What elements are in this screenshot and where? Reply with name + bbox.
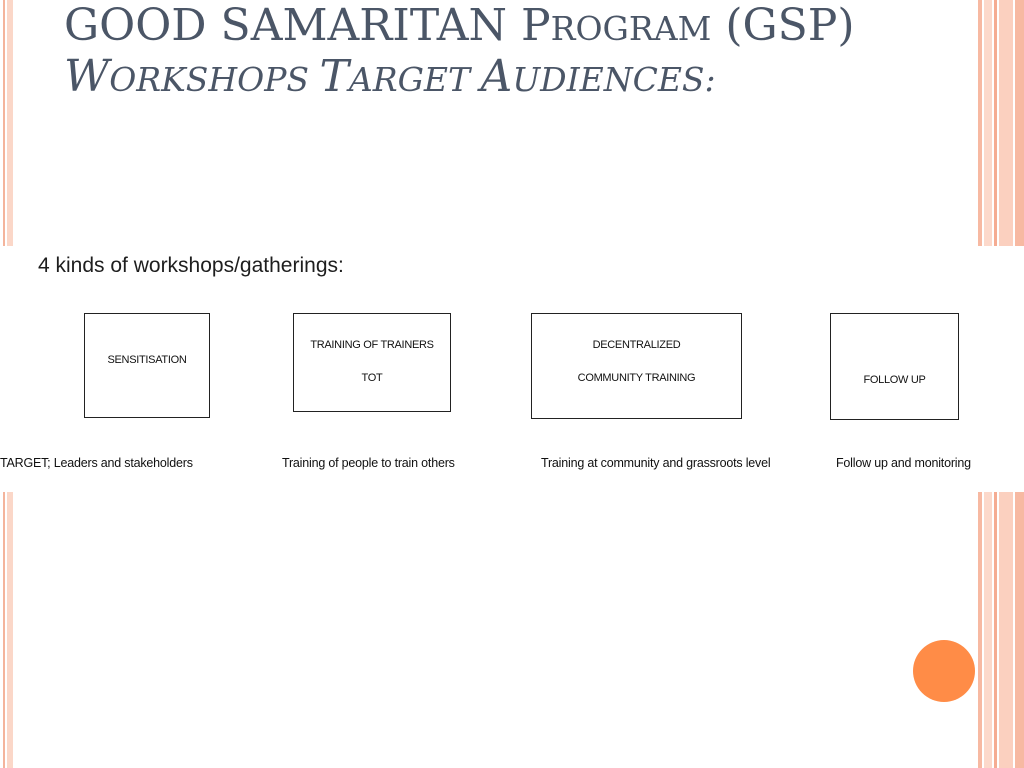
slide-title-line2: WORKSHOPS TARGET AUDIENCES:: [64, 51, 716, 102]
target-audience-4: Follow up and monitoring: [836, 456, 971, 470]
workshop-box-training-of-trainers: [293, 313, 451, 412]
target-audience-3: Training at community and grassroots level: [541, 456, 771, 470]
workshop-box-label: DECENTRALIZED: [592, 339, 681, 351]
workshop-box-sublabel: COMMUNITY TRAINING: [577, 372, 696, 384]
target-audience-1: TARGET; Leaders and stakeholders: [0, 456, 193, 470]
workshop-box-label: SENSITISATION: [107, 354, 187, 366]
target-audience-2: Training of people to train others: [282, 456, 455, 470]
workshop-box-decentralized: [531, 313, 742, 419]
workshop-box-label: FOLLOW UP: [863, 374, 926, 386]
decorative-orange-circle: [913, 640, 975, 702]
slide-title-line1: GOOD SAMARITAN PROGRAM (GSP): [64, 0, 855, 51]
slide-title: [64, 2, 855, 104]
workshop-box-label: TRAINING OF TRAINERS: [310, 339, 434, 351]
workshop-box-follow-up: [830, 313, 959, 420]
workshop-box-sublabel: TOT: [361, 372, 383, 384]
workshop-box-sensitisation: [84, 313, 210, 418]
diagram-intro: 4 kinds of workshops/gatherings:: [38, 254, 344, 277]
